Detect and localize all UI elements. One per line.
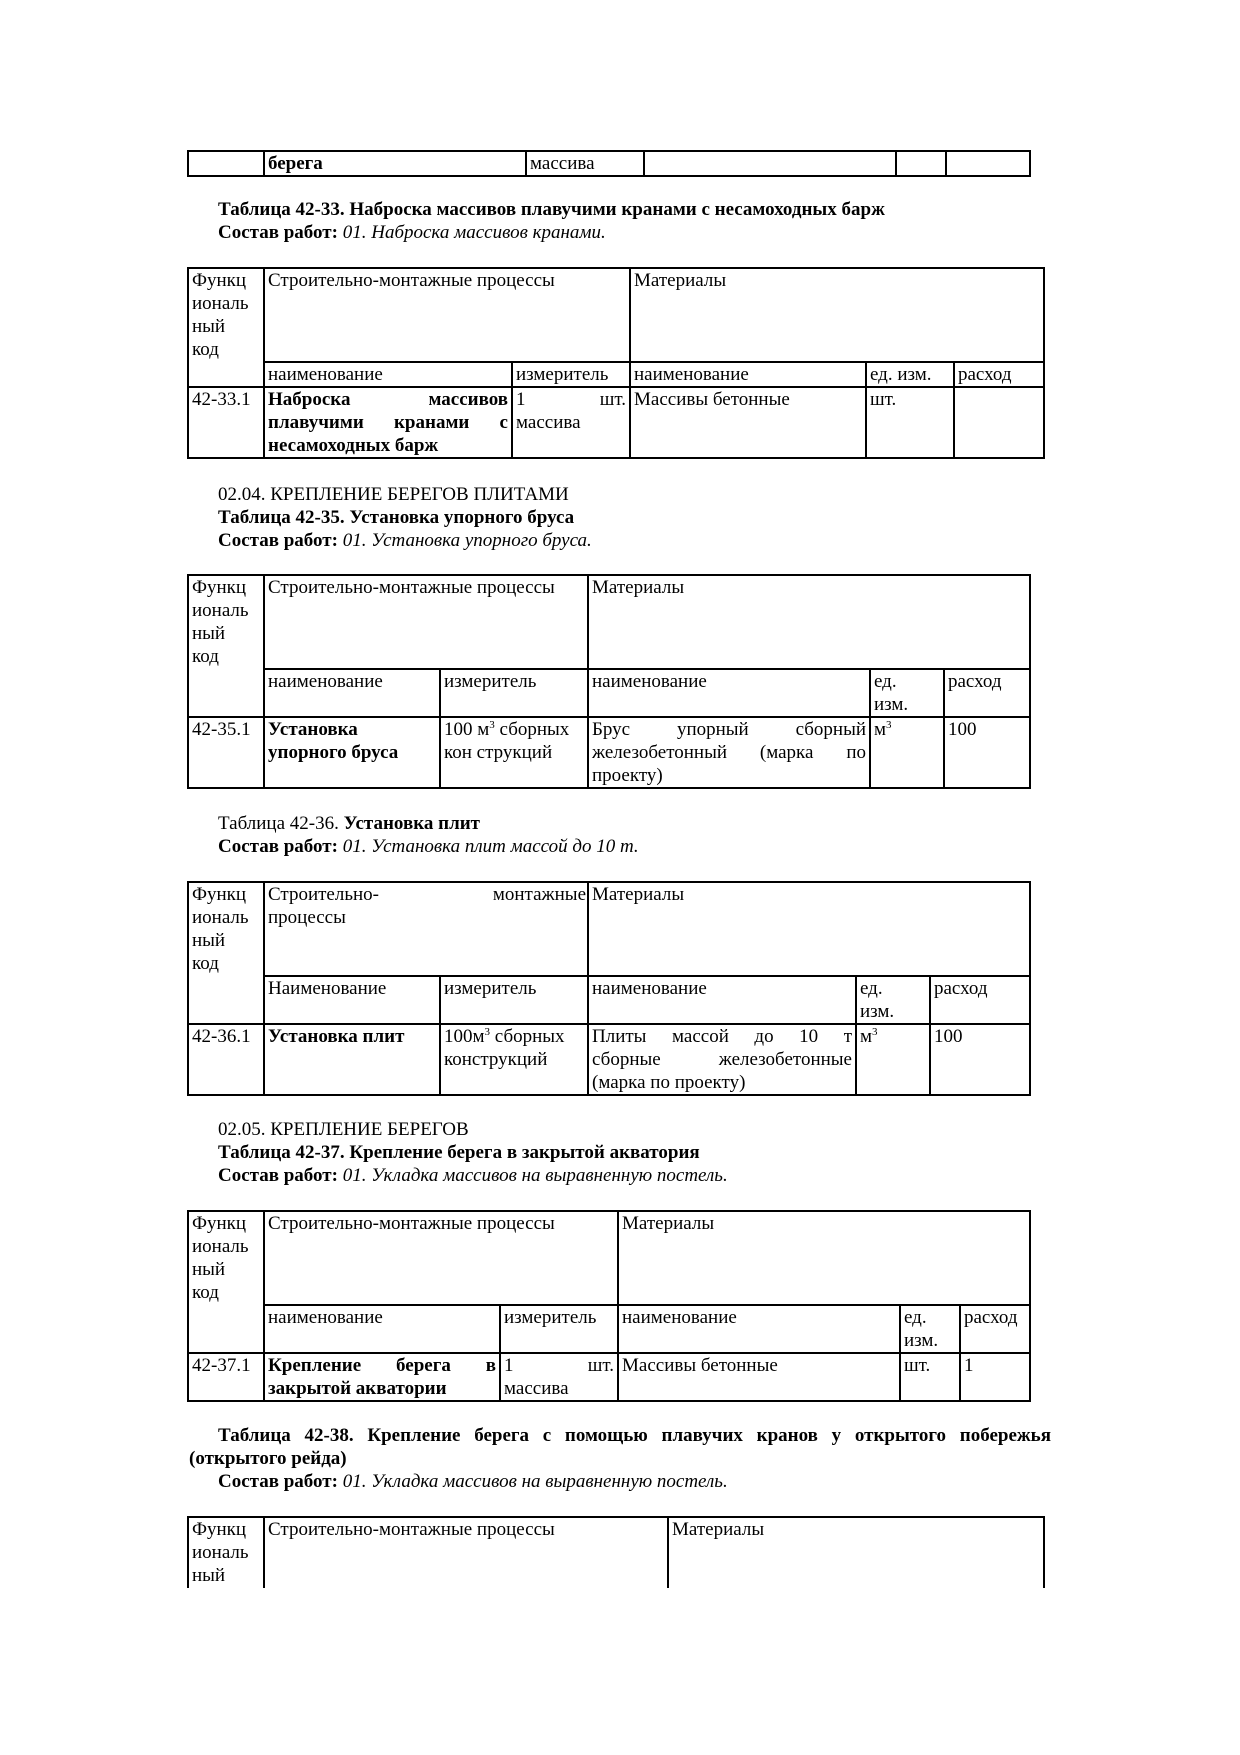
t37-head-mat-name: наименование (618, 1305, 900, 1353)
t38-table-clip (187, 1516, 1047, 1588)
t36-head-processes: Строительно- монтажные процессы (264, 882, 588, 976)
t35-head-unit: ед. изм. (870, 669, 944, 717)
t37-head-processes: Строительно-монтажные процессы (264, 1211, 618, 1305)
t37-title: Таблица 42-37. Крепление берега в закрытой акватория (218, 1142, 700, 1163)
table-42-36 (187, 881, 1031, 1096)
t35-head-processes: Строительно-монтажные процессы (264, 575, 588, 669)
t33-head-code: Функц иональ ный код (188, 268, 264, 387)
t33-head-materials: Материалы (630, 268, 1044, 362)
top-fragment-name: берега (264, 151, 526, 176)
t35-row-measurer: 100 $м^3$ сборных кон струкций (440, 717, 588, 788)
t37-head-measurer: измеритель (500, 1305, 618, 1353)
t36-head-unit: ед. изм. (856, 976, 930, 1024)
section-0205: 02.05. КРЕПЛЕНИЕ БЕРЕГОВ (218, 1119, 469, 1140)
t33-sostav: Состав работ: 01. Наброска массивов кранами. (218, 222, 606, 243)
t35-head-measurer: измеритель (440, 669, 588, 717)
t35-sostav: Состав работ: 01. Установка упорного бруса. (218, 530, 592, 551)
t37-row-code: 42-37.1 (188, 1353, 264, 1401)
t36-head-materials: Материалы (588, 882, 1030, 976)
t35-row-unit: $м^3$ (870, 717, 944, 788)
t37-head-unit: ед. изм. (900, 1305, 960, 1353)
t35-head-name: наименование (264, 669, 440, 717)
t33-row-measurer: 1 шт. массива (512, 387, 630, 458)
t37-head-materials: Материалы (618, 1211, 1030, 1305)
t37-head-code: Функц иональ ный код (188, 1211, 264, 1353)
t33-head-name: наименование (264, 362, 512, 387)
t35-row-material: Брус упорный сборный железобетонный (марка по проекту) (588, 717, 870, 788)
t36-row-name: Установка плит (264, 1024, 440, 1095)
t36-head-mat-name: наименование (588, 976, 856, 1024)
t37-row-consumption: 1 (960, 1353, 1030, 1401)
t36-row-unit: $м^3$ (856, 1024, 930, 1095)
t37-sostav: Состав работ: 01. Укладка массивов на выравненную постель. (218, 1165, 728, 1186)
t35-head-materials: Материалы (588, 575, 1030, 669)
section-0204: 02.04. КРЕПЛЕНИЕ БЕРЕГОВ ПЛИТАМИ (218, 484, 569, 505)
t37-row-unit: шт. (900, 1353, 960, 1401)
t35-row-code: 42-35.1 (188, 717, 264, 788)
t35-row-name: Установка упорного бруса (264, 717, 440, 788)
t33-head-processes: Строительно-монтажные процессы (264, 268, 630, 362)
t37-head-name: наименование (264, 1305, 500, 1353)
t38-head-processes: Строительно-монтажные процессы (264, 1517, 668, 1588)
t38-head-materials: Материалы (668, 1517, 1044, 1588)
t33-row-code: 42-33.1 (188, 387, 264, 458)
t37-row-name: Крепление берега в закрытой акватории (264, 1353, 500, 1401)
t36-head-name: Наименование (264, 976, 440, 1024)
t38-sostav: Состав работ: 01. Укладка массивов на выравненную постель. (218, 1471, 728, 1492)
t36-head-consumption: расход (930, 976, 1030, 1024)
t35-head-mat-name: наименование (588, 669, 870, 717)
t33-row-name: Наброска массивов плавучими кранами с несамоходных барж (264, 387, 512, 458)
t36-row-consumption: 100 (930, 1024, 1030, 1095)
t33-head-consumption: расход (954, 362, 1044, 387)
t35-head-code: Функц иональ ный код (188, 575, 264, 717)
t35-row-consumption: 100 (944, 717, 1030, 788)
t33-head-measurer: измеритель (512, 362, 630, 387)
t35-head-consumption: расход (944, 669, 1030, 717)
t33-head-mat-name: наименование (630, 362, 866, 387)
t35-title: Таблица 42-35. Установка упорного бруса (218, 507, 575, 528)
t37-head-consumption: расход (960, 1305, 1030, 1353)
t37-row-material: Массивы бетонные (618, 1353, 900, 1401)
t36-row-code: 42-36.1 (188, 1024, 264, 1095)
table-42-33 (187, 267, 1045, 459)
top-fragment-table (187, 150, 1031, 177)
t37-row-measurer: 1 шт. массива (500, 1353, 618, 1401)
t36-row-material: Плиты массой до 10 т сборные железобетонные (марка по проекту) (588, 1024, 856, 1095)
t38-head-code: Функц иональ ный (188, 1517, 264, 1588)
t33-head-unit: ед. изм. (866, 362, 954, 387)
t33-row-unit: шт. (866, 387, 954, 458)
t36-row-measurer: $100м^3$ сборных конструкций (440, 1024, 588, 1095)
t36-head-code: Функц иональ ный код (188, 882, 264, 1024)
table-42-37 (187, 1210, 1031, 1402)
table-42-38 (187, 1516, 1045, 1588)
t33-title: Таблица 42-33. Наброска массивов плавучими кранами с несамоходных барж (218, 199, 885, 220)
t33-row-consumption (954, 387, 1044, 458)
table-42-35 (187, 574, 1031, 789)
t36-sostav: Состав работ: 01. Установка плит массой до 10 т. (218, 836, 639, 857)
t36-title: Таблица 42-36. Установка плит (218, 813, 481, 834)
t38-title: Таблица 42-38. Крепление берега с помощью плавучих кранов у открытого побережья (открытого рейда) (189, 1425, 1051, 1469)
t33-row-material: Массивы бетонные (630, 387, 866, 458)
t36-head-measurer: измеритель (440, 976, 588, 1024)
top-fragment-unit: массива (526, 151, 644, 176)
